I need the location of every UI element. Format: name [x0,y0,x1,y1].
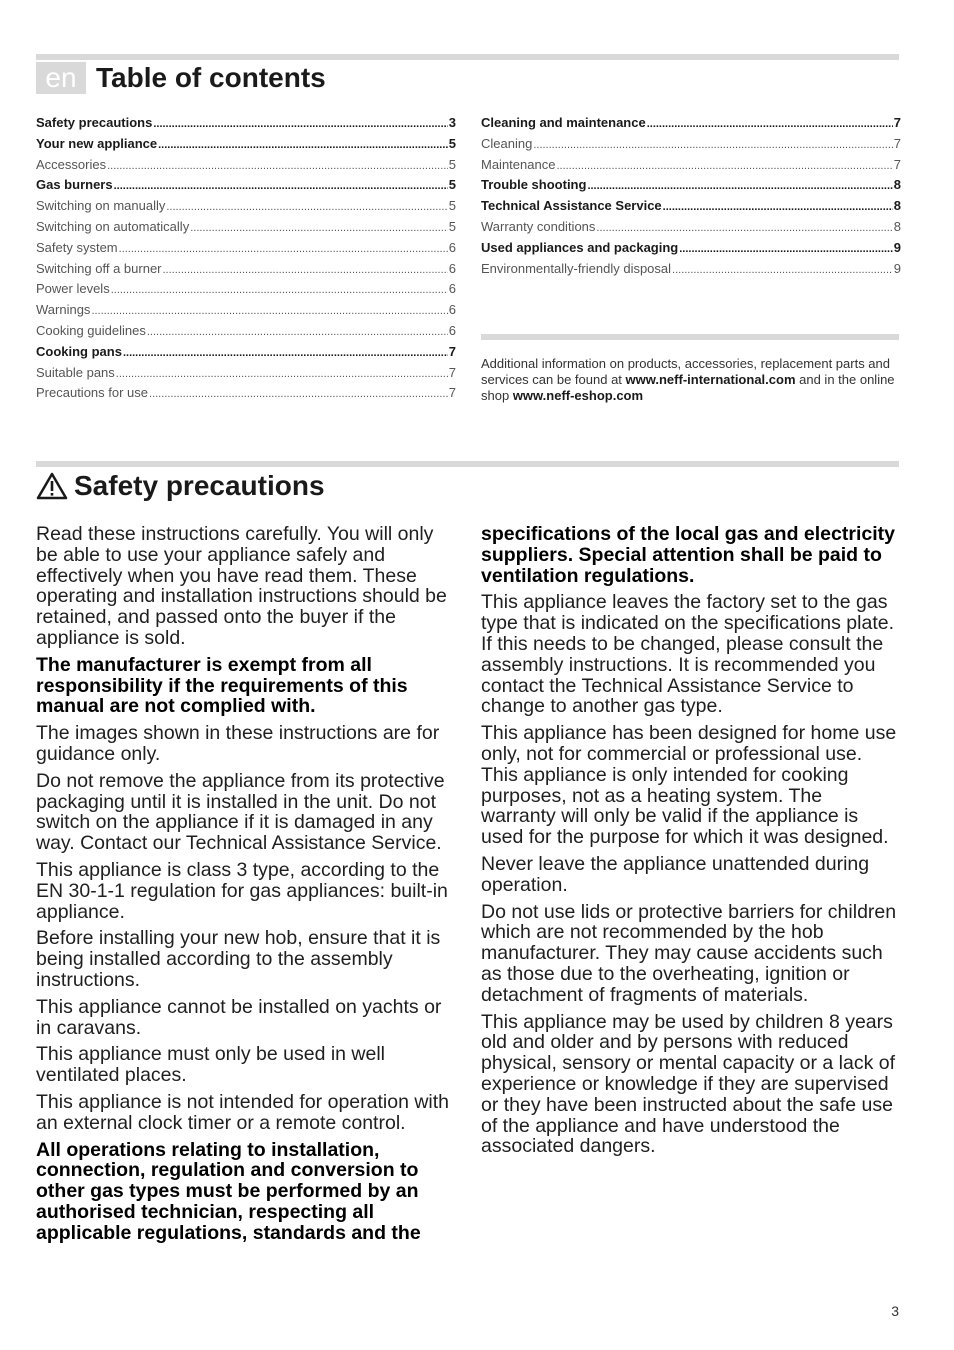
toc-leader-dots [556,157,892,172]
top-rule [36,54,899,60]
toc-leader-dots [114,177,448,192]
toc-entry-page: 7 [448,364,456,380]
safety-paragraph: Before installing your new hob, ensure that it is being installed according to the assembly instructions. [36,927,441,991]
toc-entry-page: 5 [448,135,456,151]
toc-entry-page: 7 [893,135,901,151]
toc-entry-title: Cooking pans [36,343,122,359]
safety-paragraph: This appliance has been designed for home use only, not for commercial or professional use. This appliance is only intended for cooking purposes, not as a heating system. The warranty will only be valid if the appliance is used for the purpose for which it was designed. [481,722,897,849]
safety-paragraph: Do not use lids or protective barriers for children which are not recommended by the hob manufacturer. They may cause accidents such as those due to the overheating, ignition or detachment of fragments of materials. [481,900,897,1006]
toc-entry-title: Used appliances and packaging [481,239,679,255]
info-link-neff-international[interactable]: www.neff-international.com [625,372,796,387]
toc-entry[interactable] [36,136,456,157]
toc-entry-title: Technical Assistance Service [481,198,662,214]
toc-leader-dots [663,198,893,213]
toc-entry-page: 7 [448,385,456,401]
safety-paragraph: This appliance is class 3 type, according to the EN 30-1-1 regulation for gas appliances: built-in appliance. [36,858,448,923]
toc-left-column [36,115,456,406]
toc-entry[interactable] [36,157,456,178]
toc-entry-title: Switching on automatically [36,218,190,234]
toc-entry-page: 6 [448,260,456,276]
toc-entry[interactable] [36,198,456,219]
toc-entry[interactable] [36,385,456,406]
toc-entry[interactable] [36,261,456,282]
toc-entry-title: Maintenance [481,156,556,172]
toc-entry-page: 5 [448,177,456,193]
toc-entry-page: 6 [448,239,456,255]
safety-right-column [481,524,899,1163]
toc-leader-dots [533,136,892,151]
toc-entry-title: Safety system [36,239,118,255]
safety-paragraph: This appliance must only be used in well ventilated places. [36,1043,386,1087]
toc-leader-dots [647,115,893,130]
toc-entry[interactable] [36,344,456,365]
toc-leader-dots [107,157,448,172]
safety-title: Safety precautions [74,470,325,501]
toc-entry-title: Suitable pans [36,364,115,380]
safety-paragraph: This appliance is not intended for operation with an external clock timer or a remote control. [36,1090,450,1134]
toc-leader-dots [91,302,447,317]
toc-leader-dots [596,219,892,234]
toc-leader-dots [587,177,892,192]
toc-entry[interactable] [36,115,456,136]
safety-paragraph: The manufacturer is exempt from all responsibility if the requirements of this manual are not complied with. [36,653,408,718]
toc-entry-page: 9 [893,239,901,255]
info-text-1: Additional information on products, accessories, replacement parts and services can be found at [481,356,890,387]
toc-entry-page: 8 [893,198,901,214]
toc-entry[interactable] [481,115,901,136]
toc-entry-title: Safety precautions [36,115,153,130]
toc-entry[interactable] [481,219,901,240]
toc-entry-title: Warnings [36,302,91,318]
safety-paragraph: Do not remove the appliance from its protective packaging until it is installed in the unit. Do not switch on the appliance if it is damaged in any way. Contact our Technical Assistance Service. [36,769,445,855]
toc-leader-dots [147,323,448,338]
safety-paragraph: This appliance may be used by children 8 years old and older and by persons with reduced physical, sensory or mental capacity or a lack of experience or knowledge if they are supervised or they have been instructed about the safe use of the appliance and have understood the associated dangers. [481,1010,896,1158]
toc-leader-dots [153,115,447,130]
toc-entry-page: 7 [448,343,456,359]
toc-entry-title: Switching on manually [36,198,166,214]
toc-entry[interactable] [36,365,456,386]
page-number: 3 [891,1303,899,1319]
toc-entry[interactable] [36,281,456,302]
toc-leader-dots [158,136,448,151]
toc-entry[interactable] [36,177,456,198]
toc-entry-title: Cleaning and maintenance [481,115,646,130]
info-link-neff-eshop[interactable]: www.neff-eshop.com [512,388,644,403]
toc-leader-dots [119,240,448,255]
toc-entry-page: 7 [893,115,901,130]
toc-entry[interactable] [481,240,901,261]
toc-entry-page: 9 [893,260,901,276]
toc-leader-dots [190,219,448,234]
toc-entry[interactable] [36,219,456,240]
toc-leader-dots [111,281,448,296]
safety-rule [36,461,899,467]
toc-leader-dots [116,365,448,380]
toc-leader-dots [163,261,448,276]
toc-entry-page: 6 [448,322,456,338]
info-text-2: and in the online shop [481,372,895,403]
toc-entry-title: Accessories [36,156,107,172]
toc-leader-dots [149,385,448,400]
safety-paragraph: Never leave the appliance unattended during operation. [481,852,870,896]
toc-right-column [481,115,901,281]
safety-paragraph: This appliance leaves the factory set to the gas type that is indicated on the specifications plate. If this needs to be changed, please consult the assembly instructions. It is recommended you contact the Technical Assistance Service to change to another gas type. [481,591,895,718]
toc-entry-title: Warranty conditions [481,218,596,234]
safety-paragraph: Read these instructions carefully. You will only be able to use your appliance safely and effectively when you have read them. These operating and installation instructions should be retained, and passed onto the buyer if the appliance is sold. [36,523,447,649]
toc-entry[interactable] [481,136,901,157]
toc-entry-page: 6 [448,302,456,318]
toc-entry-title: Cleaning [481,135,533,151]
toc-entry-page: 5 [448,218,456,234]
safety-paragraph: The images shown in these instructions are for guidance only. [36,722,440,765]
toc-entry-title: Trouble shooting [481,177,587,193]
toc-entry-page: 3 [448,115,456,130]
warning-triangle-icon [36,472,68,500]
safety-paragraph: All operations relating to installation, connection, regulation and conversion to other gas types must be performed by an authorised technician, respecting all applicable regulations, standards and the [36,1138,421,1244]
toc-entry-page: 6 [448,281,456,297]
toc-entry-title: Gas burners [36,177,113,193]
safety-paragraph: specifications of the local gas and electricity suppliers. Special attention shall be paid to ventilation regulations. [481,523,895,587]
toc-entry-page: 8 [893,218,901,234]
toc-entry-title: Your new appliance [36,135,158,151]
toc-entry[interactable] [481,157,901,178]
toc-entry[interactable] [481,198,901,219]
toc-entry-page: 5 [448,198,456,214]
toc-entry[interactable] [36,323,456,344]
toc-leader-dots [166,198,447,213]
toc-entry[interactable] [36,302,456,323]
toc-leader-dots [123,344,448,359]
toc-entry[interactable] [481,261,901,282]
toc-entry[interactable] [36,240,456,261]
safety-paragraph: This appliance cannot be installed on yachts or in caravans. [36,995,442,1039]
language-tag: en [36,62,86,94]
info-rule [481,334,899,340]
toc-entry[interactable] [481,177,901,198]
toc-entry-title: Cooking guidelines [36,322,146,338]
additional-info [481,356,896,404]
toc-entry-title: Environmentally-friendly disposal [481,260,672,276]
toc-entry-page: 7 [893,156,901,172]
toc-leader-dots [679,240,893,255]
toc-entry-page: 8 [893,177,901,193]
toc-leader-dots [672,261,893,276]
toc-entry-title: Precautions for use [36,385,149,401]
toc-entry-title: Switching off a burner [36,260,162,276]
safety-left-column [36,524,454,1250]
toc-entry-page: 5 [448,156,456,172]
toc-entry-title: Power levels [36,281,110,297]
page-title: Table of contents [96,62,326,93]
